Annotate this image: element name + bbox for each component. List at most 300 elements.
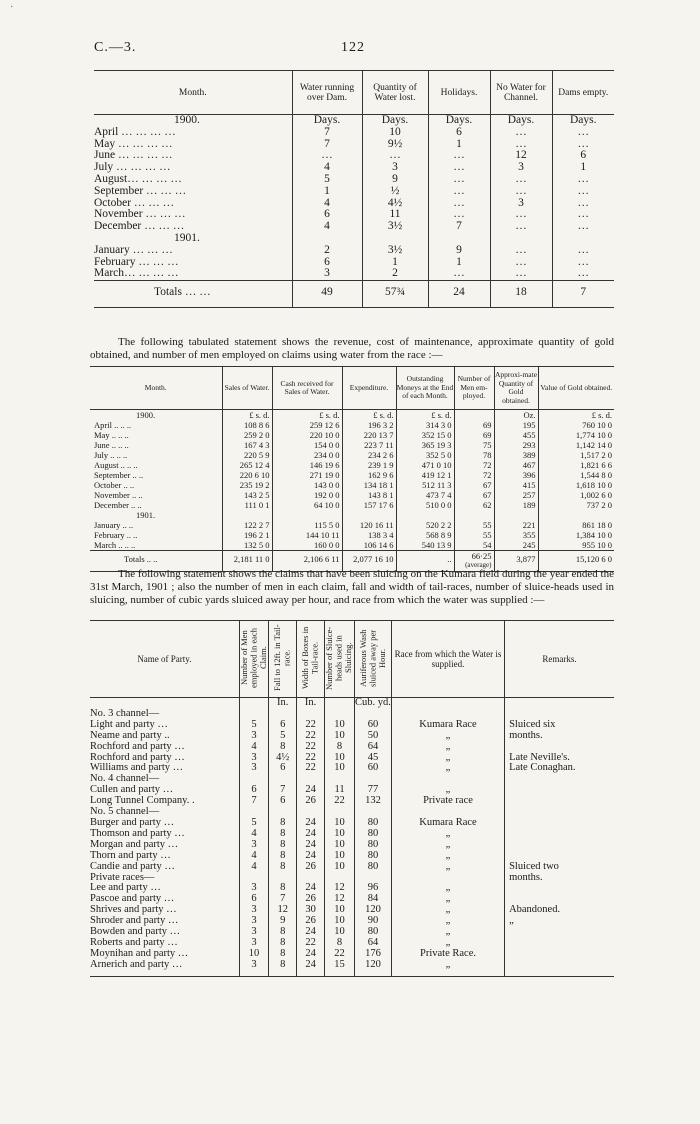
table-cell: 10 <box>239 949 269 960</box>
table-row <box>90 796 614 807</box>
table-row <box>90 440 614 450</box>
table-cell: 234 0 0 <box>272 450 342 460</box>
table-cell: 64 10 0 <box>272 500 342 510</box>
table-cell: 8 <box>269 851 297 862</box>
table-end-cell <box>90 971 239 977</box>
table-cell: December … … … <box>94 221 292 233</box>
table-cell: Shrives and party … <box>90 905 239 916</box>
table-row <box>90 851 614 862</box>
table-cell: … <box>490 221 552 233</box>
table-cell: 96 <box>355 883 392 894</box>
table-cell: March .. .. .. <box>90 540 222 551</box>
table-cell: „ <box>391 883 504 894</box>
table-cell: „ <box>391 742 504 753</box>
table-cell: 8 <box>269 883 297 894</box>
table-cell: 22 <box>297 720 325 731</box>
table-cell: 10 <box>325 829 355 840</box>
table-cell: „ <box>391 829 504 840</box>
table-cell: 760 10 0 <box>582 420 612 430</box>
table-cell <box>505 883 614 894</box>
table-cell: … <box>428 150 490 162</box>
table-cell: „ <box>391 960 504 971</box>
table-cell: 9 <box>269 916 297 927</box>
table-cell: 24 <box>297 785 325 796</box>
table-cell: 467 <box>494 460 538 470</box>
table-cell: 115 5 0 <box>272 520 342 530</box>
totals-cell: 15,120 6 0 <box>538 551 614 572</box>
table-cell: 220 5 9 <box>222 450 272 460</box>
column-header <box>239 621 269 698</box>
table-cell: 132 5 0 <box>222 540 272 551</box>
table-cell: 1,544 8 0 <box>580 470 612 480</box>
table-cell: 55 <box>454 520 494 530</box>
table-cell: … <box>577 208 589 221</box>
table-cell: „ <box>391 916 504 927</box>
table-cell: Sluiced two <box>509 860 559 872</box>
table-end-cell <box>552 303 614 308</box>
column-header-text: Number of Men employed in each Claim. <box>238 628 268 688</box>
table-cell: October .. .. <box>90 480 222 490</box>
table-cell: 8 <box>269 949 297 960</box>
table-cell: April … … … … <box>94 127 292 139</box>
table-cell: 80 <box>355 862 392 873</box>
table-cell <box>272 510 342 520</box>
water-days-table <box>94 70 614 308</box>
table-cell: September .. .. <box>90 470 222 480</box>
table-cell: October … … … <box>94 198 292 210</box>
table-cell: March… … … … <box>94 268 292 280</box>
table-cell: 7 <box>292 139 362 151</box>
column-header: Water running over Dam. <box>292 71 362 115</box>
table-cell: 8 <box>269 927 297 938</box>
table-cell: 352 5 0 <box>396 450 454 460</box>
table-row <box>90 763 614 774</box>
table-cell <box>494 510 538 520</box>
table-cell: Light and party … <box>90 720 239 731</box>
table-cell: 8 <box>325 938 355 949</box>
table-cell: 22 <box>325 796 355 807</box>
table-cell: 4½ <box>269 753 297 764</box>
table-cell: 314 3 0 <box>396 420 454 430</box>
table-cell: 3 <box>490 198 552 210</box>
table-cell: November .. .. <box>90 490 222 500</box>
table-cell: … <box>577 172 589 185</box>
table-cell: 22 <box>297 753 325 764</box>
table-cell: 7 <box>269 785 297 796</box>
table-cell: 8 <box>269 960 297 971</box>
table-cell: Rochford and party … <box>90 753 239 764</box>
table-cell: Moynihan and party … <box>90 949 239 960</box>
table-cell: 162 9 6 <box>342 470 396 480</box>
table-cell <box>505 840 614 851</box>
table-cell: 3 <box>239 960 269 971</box>
table-row <box>90 420 614 430</box>
table-cell: Burger and party … <box>90 818 239 829</box>
table-cell: 7 <box>428 221 490 233</box>
table-cell: 5 <box>239 720 269 731</box>
table-cell: 26 <box>297 894 325 905</box>
table-cell: 396 <box>494 470 538 480</box>
table-end-row <box>90 971 614 977</box>
table-cell <box>538 510 614 520</box>
totals-cell: 7 <box>552 281 614 304</box>
table-cell: No. 3 channel— <box>90 709 239 720</box>
table-cell: 6 <box>239 894 269 905</box>
table-cell: In. <box>269 698 297 709</box>
table-cell: months. <box>509 729 543 741</box>
table-end-cell <box>355 971 392 977</box>
table-cell: 3½ <box>362 245 428 257</box>
table-cell: 122 2 7 <box>222 520 272 530</box>
table-cell: 10 <box>325 840 355 851</box>
table-row <box>94 221 614 233</box>
table-cell: 146 19 6 <box>272 460 342 470</box>
table-cell: Cullen and party … <box>90 785 239 796</box>
totals-cell: 24 <box>428 281 490 304</box>
table-cell: 4 <box>239 851 269 862</box>
table-cell: 955 10 0 <box>582 540 612 550</box>
table-cell: 389 <box>494 450 538 460</box>
paragraph-claims-intro: The following statement shows the claims that have been sluicing on the Kumara field during the year ended the 31st March, 1901 ; also the number of men in each claim, fall and width of tail-races, number of sluice-heads used in sluicing, number of cubic yards sluiced away per hour, and race from which the water was supplied :— <box>90 568 614 606</box>
table-cell: 64 <box>355 938 392 949</box>
table-cell: 22 <box>297 763 325 774</box>
table-cell: … <box>577 196 589 209</box>
table-cell: 10 <box>325 851 355 862</box>
column-header-text: Auriferous Wash sluiced away per Hour. <box>357 629 387 687</box>
table-cell: Lee and party … <box>90 883 239 894</box>
table-cell: „ <box>391 785 504 796</box>
table-cell: Late Conaghan. <box>509 762 576 774</box>
table-cell: 189 <box>494 500 538 510</box>
totals-cell: .. <box>396 551 454 572</box>
table-cell: 144 10 11 <box>272 530 342 540</box>
table-cell: January .. .. <box>90 520 222 530</box>
table-cell: months. <box>509 871 543 883</box>
table-cell: 8 <box>269 818 297 829</box>
table-cell <box>505 796 614 807</box>
table-end-cell <box>325 971 355 977</box>
table-row <box>90 698 614 709</box>
table-cell: 9½ <box>362 139 428 151</box>
table-cell: November … … … <box>94 209 292 221</box>
table-cell: 2 <box>292 245 362 257</box>
table-cell: 195 <box>494 420 538 430</box>
table-cell: February … … … <box>94 257 292 269</box>
table-cell: 132 <box>355 796 392 807</box>
table-cell: 143 8 1 <box>342 490 396 500</box>
column-header: Dams empty. <box>552 71 614 115</box>
table-cell: Williams and party … <box>90 763 239 774</box>
table-cell <box>454 510 494 520</box>
table-cell: 10 <box>325 927 355 938</box>
table-cell: 24 <box>297 829 325 840</box>
table-cell: 4 <box>292 221 362 233</box>
table-cell: 234 2 6 <box>342 450 396 460</box>
table-cell: Days. <box>428 115 490 127</box>
table-cell: 352 15 0 <box>396 430 454 440</box>
table-cell: 9 <box>362 174 428 186</box>
table-cell: Rochford and party … <box>90 742 239 753</box>
table-cell: 69 <box>454 430 494 440</box>
table-cell: … <box>362 150 428 162</box>
table-row <box>90 742 614 753</box>
table-cell: 120 <box>355 960 392 971</box>
table-cell: £ s. d. <box>396 410 454 421</box>
table-cell: 1 <box>580 161 587 174</box>
table-cell: ½ <box>362 186 428 198</box>
table-cell: 8 <box>269 742 297 753</box>
table-cell: 3 <box>239 905 269 916</box>
table-row <box>90 520 614 530</box>
table-cell: 293 <box>494 440 538 450</box>
table-cell: 10 <box>325 731 355 742</box>
table-cell: April .. .. .. <box>90 420 222 430</box>
table-cell: 8 <box>269 840 297 851</box>
table-cell: 265 12 4 <box>222 460 272 470</box>
table-cell: 60 <box>355 763 392 774</box>
table-cell: 154 0 0 <box>272 440 342 450</box>
table-cell: 355 <box>494 530 538 540</box>
table-cell <box>342 510 396 520</box>
table-cell: Sluiced six <box>509 718 556 730</box>
table-cell: Kumara Race <box>391 720 504 731</box>
table-cell: 6 <box>292 209 362 221</box>
table-cell: 72 <box>454 460 494 470</box>
table-cell: 257 <box>494 490 538 500</box>
table-cell: 157 17 6 <box>342 500 396 510</box>
table-cell: 77 <box>355 785 392 796</box>
table-cell: 10 <box>362 127 428 139</box>
table-cell: 4 <box>239 742 269 753</box>
table-cell: 1 <box>292 186 362 198</box>
table-cell: 22 <box>297 938 325 949</box>
totals-cell: Totals … … <box>94 281 292 304</box>
table-row <box>90 490 614 500</box>
table-cell: 62 <box>454 500 494 510</box>
table-row <box>90 530 614 540</box>
table-cell: 1,142 14 0 <box>575 440 612 450</box>
table-cell: Late Neville's. <box>509 751 570 763</box>
table-cell: 90 <box>355 916 392 927</box>
table-cell: „ <box>509 915 514 927</box>
column-header: Name of Party. <box>90 621 239 698</box>
table-cell: 12 <box>325 883 355 894</box>
table-cell: 24 <box>297 883 325 894</box>
column-header: Cash received for Sales of Water. <box>272 367 342 410</box>
table-cell: 80 <box>355 927 392 938</box>
table-cell: September … … … <box>94 186 292 198</box>
table-cell <box>505 698 614 709</box>
table-cell: 1 <box>428 257 490 269</box>
table-row <box>94 186 614 198</box>
table-cell: 10 <box>325 753 355 764</box>
table-cell: 3 <box>239 938 269 949</box>
table-cell: 3 <box>239 916 269 927</box>
totals-cell: Totals .. .. <box>90 551 222 572</box>
table-cell: 6 <box>269 796 297 807</box>
column-header: Race from which the Water is supplied. <box>391 621 504 698</box>
table-cell: 220 13 7 <box>342 430 396 440</box>
table-cell: 1,774 10 0 <box>575 430 612 440</box>
table-end-row <box>94 303 614 308</box>
table-cell: … <box>577 184 589 197</box>
table-cell: 5 <box>292 174 362 186</box>
column-header <box>325 621 355 698</box>
table-cell: … <box>490 186 552 198</box>
page-number: 122 <box>341 40 365 55</box>
table-cell: … <box>490 257 552 269</box>
table-row <box>90 960 614 971</box>
table-cell: Days. <box>362 115 428 127</box>
table-cell <box>396 510 454 520</box>
totals-cell: 2,077 16 10 <box>342 551 396 572</box>
table-cell: … <box>490 209 552 221</box>
table-cell: 271 19 0 <box>272 470 342 480</box>
table-cell: 108 8 6 <box>222 420 272 430</box>
table-cell: … <box>428 209 490 221</box>
column-header: Month. <box>90 367 222 410</box>
table-cell: 10 <box>325 905 355 916</box>
table-cell: 12 <box>269 905 297 916</box>
table-cell: 80 <box>355 818 392 829</box>
table-cell: 24 <box>297 960 325 971</box>
table-cell: „ <box>391 905 504 916</box>
table-cell: 3 <box>239 927 269 938</box>
column-header: Approxi-mate Quantity of Gold obtained. <box>494 367 538 410</box>
table-cell: 80 <box>355 851 392 862</box>
table-cell: Private Race. <box>391 949 504 960</box>
column-header: Outstanding Moneys at the End of each Month. <box>396 367 454 410</box>
table-cell: 415 <box>494 480 538 490</box>
table-cell: Long Tunnel Company. . <box>90 796 239 807</box>
table-cell: Thorn and party … <box>90 851 239 862</box>
table-cell: 3½ <box>362 221 428 233</box>
table-cell: 520 2 2 <box>396 520 454 530</box>
table-cell: 5 <box>239 818 269 829</box>
table-cell: 30 <box>297 905 325 916</box>
table-cell: 221 <box>494 520 538 530</box>
table-cell: 568 8 9 <box>396 530 454 540</box>
table-cell: „ <box>391 731 504 742</box>
table-cell: 471 0 10 <box>396 460 454 470</box>
table-cell: Kumara Race <box>391 818 504 829</box>
table-cell: … <box>428 162 490 174</box>
table-cell: 1,618 10 0 <box>575 480 612 490</box>
table-cell: 245 <box>494 540 538 551</box>
table-cell: 10 <box>325 916 355 927</box>
totals-cell: 49 <box>292 281 362 304</box>
table-cell: … <box>490 268 552 280</box>
table-cell: Private race <box>391 796 504 807</box>
table-cell: 143 2 5 <box>222 490 272 500</box>
table-cell: 24 <box>297 840 325 851</box>
table-cell: 192 0 0 <box>272 490 342 500</box>
table-row <box>90 731 614 742</box>
table-cell: 120 <box>355 905 392 916</box>
table-cell: 138 3 4 <box>342 530 396 540</box>
totals-cell: 57¾ <box>362 281 428 304</box>
table-cell: 8 <box>325 742 355 753</box>
table-cell: 223 7 11 <box>342 440 396 450</box>
table-cell: 196 3 2 <box>342 420 396 430</box>
table-cell: 4 <box>292 162 362 174</box>
table-cell: … <box>490 174 552 186</box>
table-cell: 10 <box>325 818 355 829</box>
table-cell: No. 4 channel— <box>90 774 239 785</box>
table-end-cell <box>292 303 362 308</box>
table-cell: … <box>428 174 490 186</box>
table-cell: Cub. yd. <box>355 697 391 708</box>
table-cell: £ s. d. <box>591 410 612 420</box>
table-cell: £ s. d. <box>272 410 342 421</box>
table-row <box>90 873 614 884</box>
table-row <box>94 115 614 127</box>
table-row <box>94 174 614 186</box>
table-cell: … <box>490 139 552 151</box>
table-cell <box>362 233 428 245</box>
table-cell: 455 <box>494 430 538 440</box>
table-cell: 510 0 0 <box>396 500 454 510</box>
table-cell: „ <box>391 862 504 873</box>
table-cell: 6 <box>292 257 362 269</box>
table-cell: … <box>577 125 589 138</box>
table-cell: 24 <box>297 927 325 938</box>
column-header <box>297 621 325 698</box>
table-cell: 6 <box>580 149 587 162</box>
table-cell: 365 19 3 <box>396 440 454 450</box>
column-header-text: Number of Sluice-heads used in Sluicing. <box>324 626 354 690</box>
table-cell: 80 <box>355 829 392 840</box>
table-cell: 196 2 1 <box>222 530 272 540</box>
table-cell: 6 <box>428 127 490 139</box>
table-cell: £ s. d. <box>342 410 396 421</box>
column-header: No Water for Channel. <box>490 71 552 115</box>
table-cell: 7 <box>292 127 362 139</box>
table-cell: … <box>577 137 589 150</box>
table-cell: 3 <box>239 883 269 894</box>
table-cell: 1900. <box>94 115 292 127</box>
table-end-cell <box>490 303 552 308</box>
table-cell <box>505 785 614 796</box>
table-end-cell <box>94 303 292 308</box>
table-cell: 220 6 10 <box>222 470 272 480</box>
totals-row <box>94 281 614 304</box>
table-end-cell <box>428 303 490 308</box>
table-cell <box>505 938 614 949</box>
table-cell: 80 <box>355 840 392 851</box>
table-cell: „ <box>391 763 504 774</box>
table-cell: 24 <box>297 851 325 862</box>
table-cell: 4 <box>239 862 269 873</box>
table-cell: 26 <box>297 916 325 927</box>
claims-table <box>90 620 614 977</box>
table-cell: 3 <box>362 162 428 174</box>
table-cell: 75 <box>454 440 494 450</box>
table-cell: 120 16 11 <box>342 520 396 530</box>
table-cell: … <box>490 245 552 257</box>
table-cell: 24 <box>297 949 325 960</box>
table-cell: 176 <box>355 949 392 960</box>
table-cell <box>292 233 362 245</box>
table-cell: 2 <box>362 268 428 280</box>
table-cell: 259 2 0 <box>222 430 272 440</box>
table-cell: … <box>577 267 589 280</box>
table-cell: 15 <box>325 960 355 971</box>
table-cell: Morgan and party … <box>90 840 239 851</box>
scan-mark: · <box>10 2 14 13</box>
table-cell: 67 <box>454 490 494 500</box>
table-cell: 1901. <box>90 510 222 520</box>
